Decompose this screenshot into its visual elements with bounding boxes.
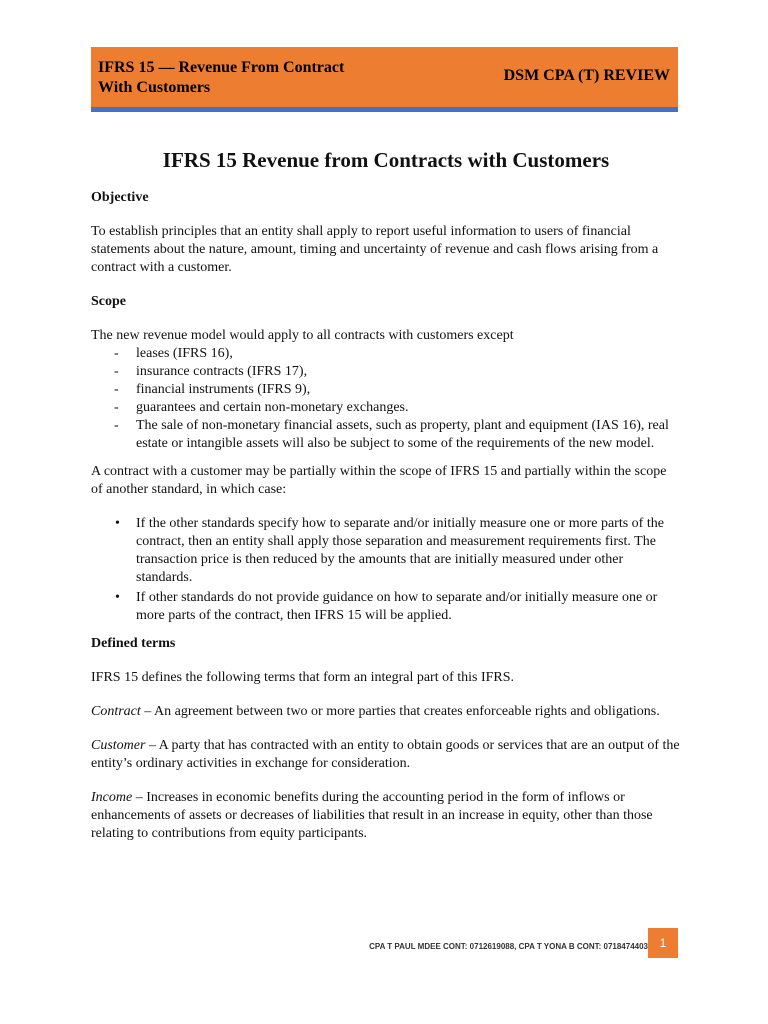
list-item: • If other standards do not provide guidance on how to separate and/or initially measure one or more parts of the contract, then IFRS 15 will be applied. [91,589,681,625]
header-title-line-2: With Customers [98,79,211,96]
scope-partial-paragraph: A contract with a customer may be partially within the scope of IFRS 15 and partially within the scope of another standard, in which case: [91,464,667,497]
page-header [91,47,678,107]
page-content [91,146,681,859]
term-name: Income [91,790,133,805]
term-income [91,789,681,843]
term-customer [91,737,681,773]
header-review-label: DSM CPA (T) REVIEW [503,67,670,84]
term-definition: – A party that has contracted with an entity to obtain goods or services that are an output of the entity’s ordinary activities in exchange for consideration. [91,738,680,771]
scope-intro: The new revenue model would apply to all contracts with customers except [91,328,514,343]
term-definition: – Increases in economic benefits during the accounting period in the form of inflows or enhancements of assets or decreases of liabilities that result in an increase in equity, other than those relating to contributions from equity participants. [91,790,653,841]
scope-bullet-list [91,515,681,625]
page-title: IFRS 15 Revenue from Contracts with Customers [162,148,610,172]
scope-exceptions-list [91,345,681,453]
list-item: - The sale of non-monetary financial assets, such as property, plant and equipment (IAS 16), real estate or intangible assets will also be subject to some of the requirements of the new model. [91,417,681,453]
scope-heading: Scope [91,294,126,309]
term-name: Customer [91,738,146,753]
header-divider [91,107,678,112]
defined-terms-heading: Defined terms [91,636,176,651]
term-contract [91,703,681,721]
list-item: • If the other standards specify how to separate and/or initially measure one or more parts of the contract, then an entity shall apply those separation and measurement requirements first. The transaction price is then reduced by the amounts that are initially measured under other standards. [91,515,681,587]
page-number-badge: 1 [648,928,678,958]
footer-contacts: CPA T PAUL MDEE CONT: 0712619088, CPA T YONA B CONT: 0718474403 [369,942,648,951]
list-item: - leases (IFRS 16), [91,345,681,363]
defined-terms-intro: IFRS 15 defines the following terms that form an integral part of this IFRS. [91,670,515,685]
term-name: Contract [91,704,141,719]
header-document-title [98,58,344,98]
term-definition: – An agreement between two or more parties that creates enforceable rights and obligations. [140,704,660,719]
header-title-line-1: IFRS 15 — Revenue From Contract [98,59,345,76]
list-item: - guarantees and certain non-monetary exchanges. [91,399,681,417]
objective-paragraph: To establish principles that an entity shall apply to report useful information to users of financial statements about the nature, amount, timing and uncertainty of revenue and cash flows arising from a contract with a customer. [91,224,659,275]
list-item: - financial instruments (IFRS 9), [91,381,681,399]
list-item: - insurance contracts (IFRS 17), [91,363,681,381]
objective-heading: Objective [91,190,149,205]
